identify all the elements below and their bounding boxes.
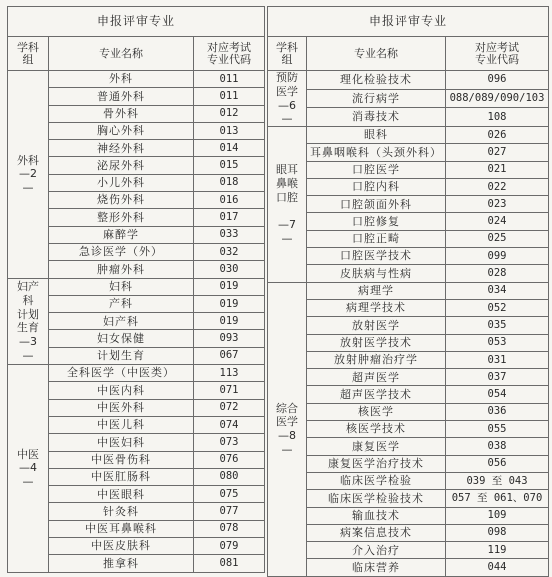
table-row [8, 365, 265, 382]
specialty-name: 中医皮肤科 [49, 538, 194, 555]
exam-code: 028 [446, 265, 549, 282]
column-header-code: 对应考试 专业代码 [194, 37, 265, 71]
specialty-name: 皮肤病与性病 [307, 265, 446, 282]
specialty-name: 临床医学检验 [307, 472, 446, 489]
exam-code: 011 [194, 71, 265, 88]
table-row [268, 421, 549, 438]
subject-group-label: 眼耳 鼻喉 口腔 —7 — [276, 163, 298, 245]
exam-code: 075 [194, 486, 265, 503]
table-row [268, 455, 549, 472]
table-row [268, 386, 549, 403]
subject-group-cell [268, 71, 307, 127]
exam-code: 026 [446, 127, 549, 144]
exam-code: 021 [446, 161, 549, 178]
table-row [268, 542, 549, 559]
exam-code: 109 [446, 507, 549, 524]
specialty-name: 康复医学治疗技术 [307, 455, 446, 472]
table-row [268, 178, 549, 195]
exam-code: 031 [446, 351, 549, 368]
right-table-panel [267, 6, 548, 577]
exam-code: 019 [194, 295, 265, 312]
specialty-name: 急诊医学（外） [49, 243, 194, 260]
exam-code: 038 [446, 438, 549, 455]
specialty-name: 口腔医学 [307, 161, 446, 178]
exam-code: 053 [446, 334, 549, 351]
specialty-name: 中医眼科 [49, 486, 194, 503]
specialty-name: 中医妇科 [49, 434, 194, 451]
exam-code: 108 [446, 108, 549, 127]
column-header-group: 学科 组 [8, 37, 49, 71]
exam-code: 073 [194, 434, 265, 451]
table-row [268, 213, 549, 230]
specialty-name: 耳鼻咽喉科（头颈外科） [307, 144, 446, 161]
specialty-name: 中医耳鼻喉科 [49, 520, 194, 537]
exam-code: 096 [446, 71, 549, 90]
specialty-name: 病案信息技术 [307, 524, 446, 541]
exam-code: 011 [194, 88, 265, 105]
table-row [268, 299, 549, 316]
specialty-name: 推拿科 [49, 555, 194, 572]
exam-code: 054 [446, 386, 549, 403]
column-header-name: 专业名称 [307, 37, 446, 71]
exam-code: 044 [446, 559, 549, 576]
exam-code: 081 [194, 555, 265, 572]
exam-code: 067 [194, 347, 265, 364]
exam-code: 034 [446, 282, 549, 299]
specialty-name: 康复医学 [307, 438, 446, 455]
table-row [8, 278, 265, 295]
table-row [268, 334, 549, 351]
specialty-name: 理化检验技术 [307, 71, 446, 90]
right-specialty-table [267, 6, 549, 577]
exam-code: 018 [194, 174, 265, 191]
exam-code: 076 [194, 451, 265, 468]
exam-code: 099 [446, 248, 549, 265]
specialty-name: 妇产科 [49, 313, 194, 330]
specialty-name: 中医骨伤科 [49, 451, 194, 468]
exam-code: 032 [194, 243, 265, 260]
exam-code: 013 [194, 122, 265, 139]
specialty-name: 临床医学检验技术 [307, 490, 446, 507]
specialty-name: 病理学 [307, 282, 446, 299]
left-specialty-table [7, 6, 265, 573]
specialty-name: 小儿外科 [49, 174, 194, 191]
exam-code: 039 至 043 [446, 472, 549, 489]
exam-code: 072 [194, 399, 265, 416]
table-row [268, 507, 549, 524]
specialty-name: 计划生育 [49, 347, 194, 364]
exam-code: 023 [446, 196, 549, 213]
exam-code: 077 [194, 503, 265, 520]
subject-group-cell [8, 278, 49, 364]
exam-code: 079 [194, 538, 265, 555]
specialty-name: 口腔修复 [307, 213, 446, 230]
table-row [268, 71, 549, 90]
table-row [268, 144, 549, 161]
exam-code: 036 [446, 403, 549, 420]
subject-group-label: 预防 医学 —6 — [276, 71, 298, 126]
column-header-name: 专业名称 [49, 37, 194, 71]
exam-code: 024 [446, 213, 549, 230]
exam-code: 056 [446, 455, 549, 472]
exam-code: 093 [194, 330, 265, 347]
exam-code: 080 [194, 468, 265, 485]
specialty-name: 眼科 [307, 127, 446, 144]
specialty-name: 口腔正畸 [307, 230, 446, 247]
specialty-name: 临床营养 [307, 559, 446, 576]
specialty-name: 核医学技术 [307, 421, 446, 438]
exam-code: 022 [446, 178, 549, 195]
table-row [268, 265, 549, 282]
table-row [268, 317, 549, 334]
table-row [268, 108, 549, 127]
exam-code: 016 [194, 192, 265, 209]
table-row [268, 89, 549, 108]
exam-code: 052 [446, 299, 549, 316]
specialty-name: 放射肿瘤治疗学 [307, 351, 446, 368]
exam-code: 113 [194, 365, 265, 382]
exam-code: 119 [446, 542, 549, 559]
exam-code: 019 [194, 313, 265, 330]
specialty-name: 中医外科 [49, 399, 194, 416]
specialty-name: 超声医学技术 [307, 386, 446, 403]
specialty-name: 口腔内科 [307, 178, 446, 195]
table-title: 申报评审专业 [8, 7, 265, 37]
subject-group-label: 外科 —2 — [17, 153, 39, 195]
exam-code: 030 [194, 261, 265, 278]
table-row [268, 248, 549, 265]
exam-code: 017 [194, 209, 265, 226]
specialty-name: 全科医学（中医类） [49, 365, 194, 382]
subject-group-cell [268, 282, 307, 576]
specialty-name: 介入治疗 [307, 542, 446, 559]
specialty-name: 口腔医学技术 [307, 248, 446, 265]
exam-code: 055 [446, 421, 549, 438]
table-row [268, 559, 549, 576]
subject-group-label: 中医 —4 — [17, 447, 39, 489]
table-row [268, 490, 549, 507]
specialty-name: 神经外科 [49, 140, 194, 157]
specialty-name: 核医学 [307, 403, 446, 420]
exam-code: 057 至 061、070 [446, 490, 549, 507]
table-title: 申报评审专业 [268, 7, 549, 37]
table-row [268, 524, 549, 541]
exam-code: 012 [194, 105, 265, 122]
table-row [268, 282, 549, 299]
subject-group-cell [8, 365, 49, 573]
specialty-name: 麻醉学 [49, 226, 194, 243]
subject-group-label: 综合 医学 —8 — [276, 401, 298, 456]
subject-group-cell [268, 127, 307, 283]
specialty-name: 口腔颌面外科 [307, 196, 446, 213]
specialty-name: 消毒技术 [307, 108, 446, 127]
specialty-name: 放射医学技术 [307, 334, 446, 351]
exam-code: 015 [194, 157, 265, 174]
exam-code: 071 [194, 382, 265, 399]
specialty-name: 普通外科 [49, 88, 194, 105]
table-row [268, 438, 549, 455]
exam-code: 019 [194, 278, 265, 295]
exam-code: 025 [446, 230, 549, 247]
table-row [268, 230, 549, 247]
specialty-name: 妇科 [49, 278, 194, 295]
column-header-code: 对应考试 专业代码 [446, 37, 549, 71]
left-table-panel [7, 6, 264, 573]
specialty-name: 病理学技术 [307, 299, 446, 316]
specialty-name: 超声医学 [307, 369, 446, 386]
exam-code: 027 [446, 144, 549, 161]
column-header-group: 学科 组 [268, 37, 307, 71]
table-row [268, 403, 549, 420]
specialty-name: 中医儿科 [49, 416, 194, 433]
specialty-name: 外科 [49, 71, 194, 88]
exam-code: 088/089/090/103 [446, 89, 549, 108]
specialty-name: 妇女保健 [49, 330, 194, 347]
specialty-name: 输血技术 [307, 507, 446, 524]
specialty-name: 骨外科 [49, 105, 194, 122]
table-row [268, 472, 549, 489]
specialty-name: 针灸科 [49, 503, 194, 520]
table-row [268, 161, 549, 178]
table-row [8, 71, 265, 88]
specialty-name: 肿瘤外科 [49, 261, 194, 278]
exam-code: 033 [194, 226, 265, 243]
specialty-name: 中医肛肠科 [49, 468, 194, 485]
specialty-name: 产科 [49, 295, 194, 312]
exam-code: 037 [446, 369, 549, 386]
specialty-name: 中医内科 [49, 382, 194, 399]
specialty-name: 放射医学 [307, 317, 446, 334]
specialty-name: 整形外科 [49, 209, 194, 226]
specialty-name: 泌尿外科 [49, 157, 194, 174]
exam-code: 074 [194, 416, 265, 433]
subject-group-cell [8, 71, 49, 279]
table-row [268, 369, 549, 386]
table-row [268, 196, 549, 213]
exam-code: 098 [446, 524, 549, 541]
exam-code: 014 [194, 140, 265, 157]
table-row [268, 127, 549, 144]
specialty-name: 流行病学 [307, 89, 446, 108]
exam-code: 078 [194, 520, 265, 537]
exam-code: 035 [446, 317, 549, 334]
table-row [268, 351, 549, 368]
specialty-name: 胸心外科 [49, 122, 194, 139]
subject-group-label: 妇产 科 计划 生育 —3 — [17, 280, 39, 362]
specialty-name: 烧伤外科 [49, 192, 194, 209]
